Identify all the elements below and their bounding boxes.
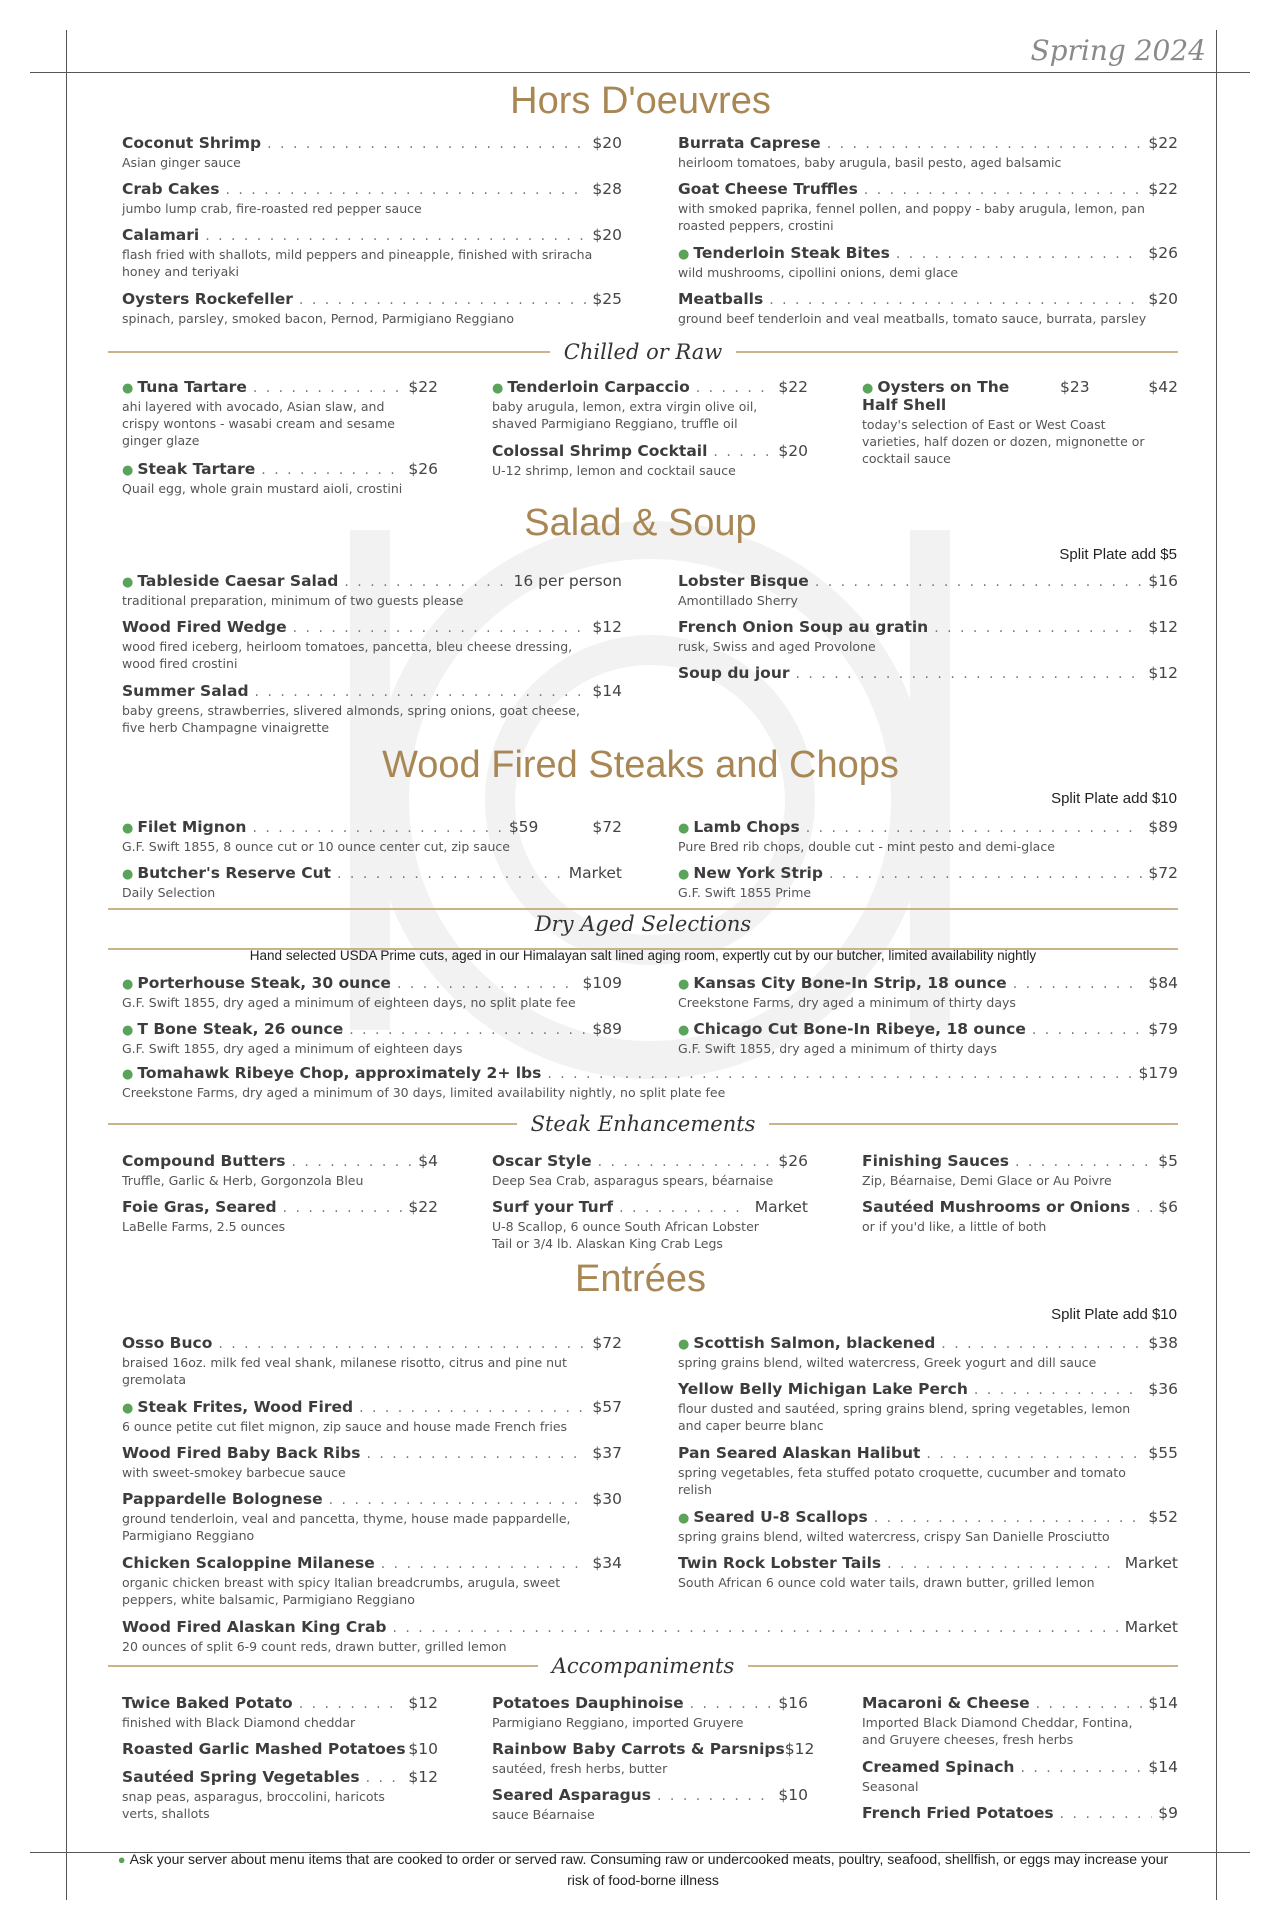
- item-price: Market: [754, 1198, 808, 1216]
- item-desc: Imported Black Diamond Cheddar, Fontina, and Gruyere cheeses, fresh herbs: [862, 1715, 1133, 1747]
- item-name: Lobster Bisque: [678, 572, 809, 590]
- item-name: Tenderloin Carpaccio: [507, 378, 690, 396]
- raw-indicator-icon: ●: [122, 381, 134, 396]
- item-desc: Seasonal: [862, 1779, 919, 1794]
- item-price-dozen: $42: [1148, 378, 1178, 396]
- item-price: $30: [592, 1490, 622, 1508]
- raw-indicator-icon: ●: [492, 381, 504, 396]
- item-name: Finishing Sauces: [862, 1152, 1009, 1170]
- item-name: Burrata Caprese: [678, 134, 821, 152]
- section-title-enh: [108, 1112, 1178, 1136]
- enh-title-text: Steak Enhancements: [530, 1112, 756, 1136]
- menu-item: [862, 1804, 1178, 1822]
- item-desc: G.F. Swift 1855, dry aged a minimum of thirty days: [678, 1041, 998, 1056]
- item-price: $20: [592, 134, 622, 152]
- menu-item: [862, 1694, 1178, 1748]
- item-desc: or if you'd like, a little of both: [862, 1219, 1047, 1234]
- item-desc: jumbo lump crab, fire-roasted red pepper sauce: [122, 201, 422, 216]
- item-desc: LaBelle Farms, 2.5 ounces: [122, 1219, 286, 1234]
- raw-indicator-icon: ●: [122, 463, 134, 478]
- item-price: $22: [778, 378, 808, 396]
- item-desc: U-12 shrimp, lemon and cocktail sauce: [492, 463, 736, 478]
- season-label: Spring 2024: [1030, 34, 1206, 67]
- item-desc: 20 ounces of split 6-9 count reds, drawn butter, grilled lemon: [122, 1639, 507, 1654]
- dry-aged-note: Hand selected USDA Prime cuts, aged in our Himalayan salt lined aging room, expertly cut by our butcher, limited availability nightly: [249, 948, 1037, 963]
- item-price: $84: [1148, 974, 1178, 992]
- item-desc: Pure Bred rib chops, double cut - mint pesto and demi-glace: [678, 839, 1055, 854]
- item-name: Yellow Belly Michigan Lake Perch: [678, 1380, 968, 1398]
- menu-item: [122, 1768, 438, 1822]
- menu-item: [492, 1152, 808, 1189]
- item-price: Market: [568, 864, 622, 882]
- section-title-hors: Hors D'oeuvres: [510, 80, 771, 122]
- raw-indicator-icon: ●: [678, 867, 690, 882]
- item-desc: ground tenderloin, veal and pancetta, thyme, house made pappardelle, Parmigiano Reggiano: [122, 1511, 571, 1543]
- section-title-steaks: Wood Fired Steaks and Chops: [382, 744, 899, 786]
- raw-indicator-icon: ●: [678, 977, 690, 992]
- menu-item: [122, 1740, 438, 1758]
- item-price: $37: [592, 1444, 622, 1462]
- menu-item: [862, 1198, 1178, 1235]
- item-price: $23: [1060, 378, 1090, 396]
- split-plate-note: Split Plate add $10: [1051, 790, 1177, 807]
- item-name: Goat Cheese Truffles: [678, 180, 858, 198]
- footer-text: Ask your server about menu items that are cooked to order or served raw. Consuming raw or undercooked meats, poultry, seafood, shellfish, or eggs may increase your risk of food-borne illness: [129, 1851, 1169, 1888]
- item-desc: spring vegetables, feta stuffed potato croquette, cucumber and tomato relish: [678, 1465, 1126, 1497]
- item-desc: Parmigiano Reggiano, imported Gruyere: [492, 1715, 744, 1730]
- menu-item: [122, 226, 622, 280]
- footer-disclaimer: [108, 1849, 1178, 1891]
- item-name: Sautéed Spring Vegetables: [122, 1768, 360, 1786]
- raw-indicator-icon: ●: [122, 977, 134, 992]
- item-price: $20: [592, 226, 622, 244]
- menu-item: [492, 378, 808, 432]
- item-name: Lamb Chops: [693, 818, 800, 836]
- raw-indicator-icon: ●: [122, 821, 134, 836]
- item-name: Seared U-8 Scallops: [693, 1508, 868, 1526]
- item-name: Macaroni & Cheese: [862, 1694, 1030, 1712]
- item-price: $20: [778, 442, 808, 460]
- item-desc: Zip, Béarnaise, Demi Glace or Au Poivre: [862, 1173, 1112, 1188]
- item-price: $179: [1138, 1064, 1178, 1082]
- divider: [108, 908, 1178, 910]
- item-desc: Creekstone Farms, dry aged a minimum of thirty days: [678, 995, 1016, 1010]
- item-name: Creamed Spinach: [862, 1758, 1015, 1776]
- menu-item: [678, 290, 1178, 327]
- item-price: $12: [408, 1768, 438, 1786]
- item-name: Pan Seared Alaskan Halibut: [678, 1444, 921, 1462]
- item-name: Filet Mignon: [137, 818, 247, 836]
- menu-item: [122, 1152, 438, 1189]
- item-desc: sauce Béarnaise: [492, 1807, 595, 1822]
- item-desc: organic chicken breast with spicy Italian breadcrumbs, arugula, sweet peppers, white balsamic, Parmigiano Reggiano: [122, 1575, 561, 1607]
- menu-item: [122, 682, 622, 736]
- item-name: Tuna Tartare: [137, 378, 247, 396]
- item-price: $12: [784, 1740, 815, 1758]
- raw-indicator-icon: ●: [678, 247, 690, 262]
- item-name-wrap: [862, 378, 1042, 414]
- raw-indicator-icon: ●: [122, 1067, 134, 1082]
- raw-indicator-icon: ●: [862, 381, 874, 396]
- section-title-dry: [108, 912, 1178, 936]
- menu-item: [678, 572, 1178, 609]
- item-name: Coconut Shrimp: [122, 134, 262, 152]
- item-desc: with sweet-smokey barbecue sauce: [122, 1465, 346, 1480]
- item-price: $38: [1148, 1334, 1178, 1352]
- item-name: Wood Fired Alaskan King Crab: [122, 1618, 387, 1636]
- item-price: $26: [778, 1152, 808, 1170]
- item-name: Steak Frites, Wood Fired: [137, 1398, 354, 1416]
- chilled-title-text: Chilled or Raw: [563, 340, 723, 364]
- item-price: $55: [1148, 1444, 1178, 1462]
- menu-item: [492, 1740, 815, 1777]
- item-name: Oysters Rockefeller: [122, 290, 293, 308]
- menu-item: [122, 818, 622, 855]
- item-desc: South African 6 ounce cold water tails, drawn butter, grilled lemon: [678, 1575, 1095, 1590]
- item-price: $6: [1158, 1198, 1178, 1216]
- item-name: Compound Butters: [122, 1152, 286, 1170]
- item-price: $57: [592, 1398, 622, 1416]
- item-desc: G.F. Swift 1855, dry aged a minimum of eighteen days, no split plate fee: [122, 995, 576, 1010]
- item-price: Market: [1124, 1618, 1178, 1636]
- item-name: Tableside Caesar Salad: [137, 572, 339, 590]
- menu-item: [678, 1508, 1178, 1545]
- split-plate-note: Split Plate add $5: [1059, 546, 1177, 563]
- item-desc: Creekstone Farms, dry aged a minimum of 30 days, limited availability nightly, no split plate fee: [122, 1085, 726, 1100]
- menu-item: [122, 290, 622, 327]
- item-desc: U-8 Scallop, 6 ounce South African Lobster Tail or 3/4 lb. Alaskan King Crab Legs: [492, 1219, 759, 1251]
- item-desc: Deep Sea Crab, asparagus spears, béarnaise: [492, 1173, 774, 1188]
- menu-item: [122, 1334, 622, 1388]
- item-name: Twin Rock Lobster Tails: [678, 1554, 882, 1572]
- menu-item: [122, 1618, 1178, 1655]
- item-name: Oscar Style: [492, 1152, 592, 1170]
- item-name: Steak Tartare: [137, 460, 256, 478]
- menu-item: [678, 974, 1178, 1011]
- item-price: $52: [1148, 1508, 1178, 1526]
- raw-indicator-icon: ●: [122, 1023, 134, 1038]
- item-name: Sautéed Mushrooms or Onions: [862, 1198, 1131, 1216]
- split-plate-note: Split Plate add $10: [1051, 1306, 1177, 1323]
- item-price: $12: [408, 1694, 438, 1712]
- item-desc: spring grains blend, wilted watercress, Greek yogurt and dill sauce: [678, 1355, 1097, 1370]
- item-price: $10: [778, 1786, 808, 1804]
- item-name: Soup du jour: [678, 664, 790, 682]
- item-price: $14: [1148, 1758, 1178, 1776]
- item-desc: finished with Black Diamond cheddar: [122, 1715, 356, 1730]
- section-title-chilled: [108, 340, 1178, 364]
- item-name: Wood Fired Baby Back Ribs: [122, 1444, 361, 1462]
- item-price: $5: [1158, 1152, 1178, 1170]
- item-price: $109: [582, 974, 622, 992]
- item-name: Scottish Salmon, blackened: [693, 1334, 936, 1352]
- item-desc: Quail egg, whole grain mustard aioli, crostini: [122, 481, 403, 496]
- item-desc: G.F. Swift 1855, dry aged a minimum of eighteen days: [122, 1041, 463, 1056]
- raw-indicator-icon: ●: [678, 1337, 690, 1352]
- menu-item: [122, 864, 622, 901]
- item-price: $14: [1148, 1694, 1178, 1712]
- frame-left-line: [66, 30, 67, 1900]
- frame-right-line: [1216, 30, 1217, 1900]
- item-name: Seared Asparagus: [492, 1786, 652, 1804]
- item-desc: baby arugula, lemon, extra virgin olive oil, shaved Parmigiano Reggiano, truffle oil: [492, 399, 758, 431]
- item-price: $12: [1148, 618, 1178, 636]
- item-desc: Amontillado Sherry: [678, 593, 798, 608]
- item-name: French Onion Soup au gratin: [678, 618, 929, 636]
- menu-item: [122, 378, 438, 449]
- item-desc: flour dusted and sautéed, spring grains blend, spring vegetables, lemon and caper beurre blanc: [678, 1401, 1131, 1433]
- item-desc: ground beef tenderloin and veal meatballs, tomato sauce, burrata, parsley: [678, 311, 1147, 326]
- menu-item: [122, 1198, 438, 1235]
- dry-title-text: Dry Aged Selections: [534, 912, 752, 936]
- raw-indicator-icon: ●: [117, 1852, 126, 1867]
- menu-item: [492, 1198, 808, 1252]
- item-price: $26: [408, 460, 438, 478]
- item-price: $36: [1148, 1380, 1178, 1398]
- menu-item: [678, 664, 1178, 682]
- menu-item: [678, 1020, 1178, 1057]
- item-name: Surf your Turf: [492, 1198, 614, 1216]
- item-desc: braised 16oz. milk fed veal shank, milanese risotto, citrus and pine nut gremolata: [122, 1355, 567, 1387]
- item-name: Pappardelle Bolognese: [122, 1490, 323, 1508]
- item-name: Chicken Scaloppine Milanese: [122, 1554, 375, 1572]
- menu-item: [678, 1334, 1178, 1371]
- section-title-acc: [108, 1654, 1178, 1678]
- item-price: $28: [592, 180, 622, 198]
- item-price: $72: [592, 1334, 622, 1352]
- item-price-large: $72: [592, 818, 622, 836]
- item-name: Butcher's Reserve Cut: [137, 864, 332, 882]
- item-desc: Daily Selection: [122, 885, 216, 900]
- item-name: Porterhouse Steak, 30 ounce: [137, 974, 391, 992]
- item-desc: sautéed, fresh herbs, butter: [492, 1761, 668, 1776]
- item-desc: Truffle, Garlic & Herb, Gorgonzola Bleu: [122, 1173, 364, 1188]
- item-desc: spinach, parsley, smoked bacon, Pernod, Parmigiano Reggiano: [122, 311, 515, 326]
- item-desc: today's selection of East or West Coast varieties, half dozen or dozen, mignonette or cocktail sauce: [862, 417, 1145, 466]
- item-name: Calamari: [122, 226, 200, 244]
- item-name: Potatoes Dauphinoise: [492, 1694, 684, 1712]
- menu-item: [678, 1554, 1178, 1591]
- item-desc: snap peas, asparagus, broccolini, haricots verts, shallots: [122, 1789, 385, 1821]
- menu-item: [678, 864, 1178, 901]
- item-name: Rainbow Baby Carrots & Parsnips: [492, 1740, 785, 1758]
- item-price: 16 per person: [513, 572, 622, 590]
- menu-item: [678, 180, 1178, 234]
- menu-item: [678, 134, 1178, 171]
- menu-item: [862, 1152, 1178, 1189]
- menu-item: [122, 1694, 438, 1731]
- item-price: $89: [1148, 818, 1178, 836]
- item-price: $89: [592, 1020, 622, 1038]
- menu-item: [122, 134, 622, 171]
- menu-item: [678, 1380, 1178, 1434]
- item-price: $26: [1148, 244, 1178, 262]
- item-price: $79: [1148, 1020, 1178, 1038]
- menu-item: [122, 1554, 622, 1608]
- item-price: Market: [1124, 1554, 1178, 1572]
- item-desc: traditional preparation, minimum of two guests please: [122, 593, 464, 608]
- item-price: $22: [408, 1198, 438, 1216]
- item-name: French Fried Potatoes: [862, 1804, 1054, 1822]
- item-price: $59: [508, 818, 539, 836]
- item-price: $12: [1148, 664, 1178, 682]
- menu-item: [678, 618, 1178, 655]
- item-name: Roasted Garlic Mashed Potatoes: [122, 1740, 406, 1758]
- item-name: Summer Salad: [122, 682, 249, 700]
- menu-item: [122, 572, 622, 609]
- item-price: $16: [778, 1694, 808, 1712]
- item-name: Oysters on The Half Shell: [862, 378, 1010, 414]
- item-price: $9: [1158, 1804, 1178, 1822]
- menu-item: [122, 1398, 622, 1435]
- item-desc: rusk, Swiss and aged Provolone: [678, 639, 876, 654]
- item-desc: G.F. Swift 1855, 8 ounce cut or 10 ounce center cut, zip sauce: [122, 839, 510, 854]
- menu-item: [122, 180, 622, 217]
- menu-item: [122, 1064, 1178, 1101]
- item-desc: flash fried with shallots, mild peppers and pineapple, finished with sriracha honey and teriyaki: [122, 247, 593, 279]
- item-price: $16: [1148, 572, 1178, 590]
- item-name: New York Strip: [693, 864, 823, 882]
- menu-item: [122, 1490, 622, 1544]
- raw-indicator-icon: ●: [678, 1023, 690, 1038]
- item-name: Colossal Shrimp Cocktail: [492, 442, 708, 460]
- menu-item: [492, 1786, 808, 1823]
- menu-item: [492, 1694, 808, 1731]
- menu-item: [122, 1444, 622, 1481]
- item-price: $4: [418, 1152, 438, 1170]
- item-desc: wild mushrooms, cipollini onions, demi glace: [678, 265, 959, 280]
- item-desc: heirloom tomatoes, baby arugula, basil pesto, aged balsamic: [678, 155, 1062, 170]
- menu-item: [122, 460, 438, 497]
- acc-title-text: Accompaniments: [551, 1654, 735, 1678]
- item-price: $72: [1148, 864, 1178, 882]
- item-desc: 6 ounce petite cut filet mignon, zip sauce and house made French fries: [122, 1419, 568, 1434]
- menu-item: [122, 618, 622, 672]
- menu-item: [862, 1758, 1178, 1795]
- item-name: Wood Fired Wedge: [122, 618, 287, 636]
- item-price: $22: [1148, 134, 1178, 152]
- frame-top-line: [30, 72, 1250, 73]
- raw-indicator-icon: ●: [678, 1511, 690, 1526]
- item-name: Tenderloin Steak Bites: [693, 244, 890, 262]
- menu-item: [678, 818, 1178, 855]
- item-desc: Asian ginger sauce: [122, 155, 241, 170]
- menu-item: [122, 974, 622, 1011]
- item-name: Osso Buco: [122, 1334, 213, 1352]
- item-name: Crab Cakes: [122, 180, 220, 198]
- menu-item: [678, 1444, 1178, 1498]
- item-price: $34: [592, 1554, 622, 1572]
- raw-indicator-icon: ●: [678, 821, 690, 836]
- item-desc: baby greens, strawberries, slivered almonds, spring onions, goat cheese, five herb Champagne vinaigrette: [122, 703, 580, 735]
- section-title-entrees: Entrées: [575, 1258, 706, 1300]
- item-price: $12: [592, 618, 622, 636]
- raw-indicator-icon: ●: [122, 575, 134, 590]
- item-name: Chicago Cut Bone-In Ribeye, 18 ounce: [693, 1020, 1026, 1038]
- menu-item: [862, 378, 1178, 467]
- menu-item: [492, 442, 808, 479]
- item-desc: ahi layered with avocado, Asian slaw, and crispy wontons - wasabi cream and sesame ginger glaze: [122, 399, 395, 448]
- item-price: $10: [408, 1740, 438, 1758]
- raw-indicator-icon: ●: [122, 867, 134, 882]
- section-title-salad: Salad & Soup: [524, 502, 757, 544]
- item-name: T Bone Steak, 26 ounce: [137, 1020, 344, 1038]
- item-desc: with smoked paprika, fennel pollen, and poppy - baby arugula, lemon, pan roasted peppers, crostini: [678, 201, 1145, 233]
- item-desc: G.F. Swift 1855 Prime: [678, 885, 812, 900]
- item-name: Twice Baked Potato: [122, 1694, 293, 1712]
- item-name: Meatballs: [678, 290, 764, 308]
- item-price: $22: [408, 378, 438, 396]
- item-name: Kansas City Bone-In Strip, 18 ounce: [693, 974, 1007, 992]
- raw-indicator-icon: ●: [122, 1401, 134, 1416]
- item-price: $14: [592, 682, 622, 700]
- menu-item: [122, 1020, 622, 1057]
- item-desc: spring grains blend, wilted watercress, crispy San Danielle Prosciutto: [678, 1529, 1110, 1544]
- item-price: $20: [1148, 290, 1178, 308]
- menu-item: [678, 244, 1178, 281]
- item-desc: wood fired iceberg, heirloom tomatoes, pancetta, bleu cheese dressing, wood fired crostini: [122, 639, 573, 671]
- item-name: Foie Gras, Seared: [122, 1198, 277, 1216]
- item-name: Tomahawk Ribeye Chop, approximately 2+ lbs: [137, 1064, 542, 1082]
- item-price: $22: [1148, 180, 1178, 198]
- item-price: $25: [592, 290, 622, 308]
